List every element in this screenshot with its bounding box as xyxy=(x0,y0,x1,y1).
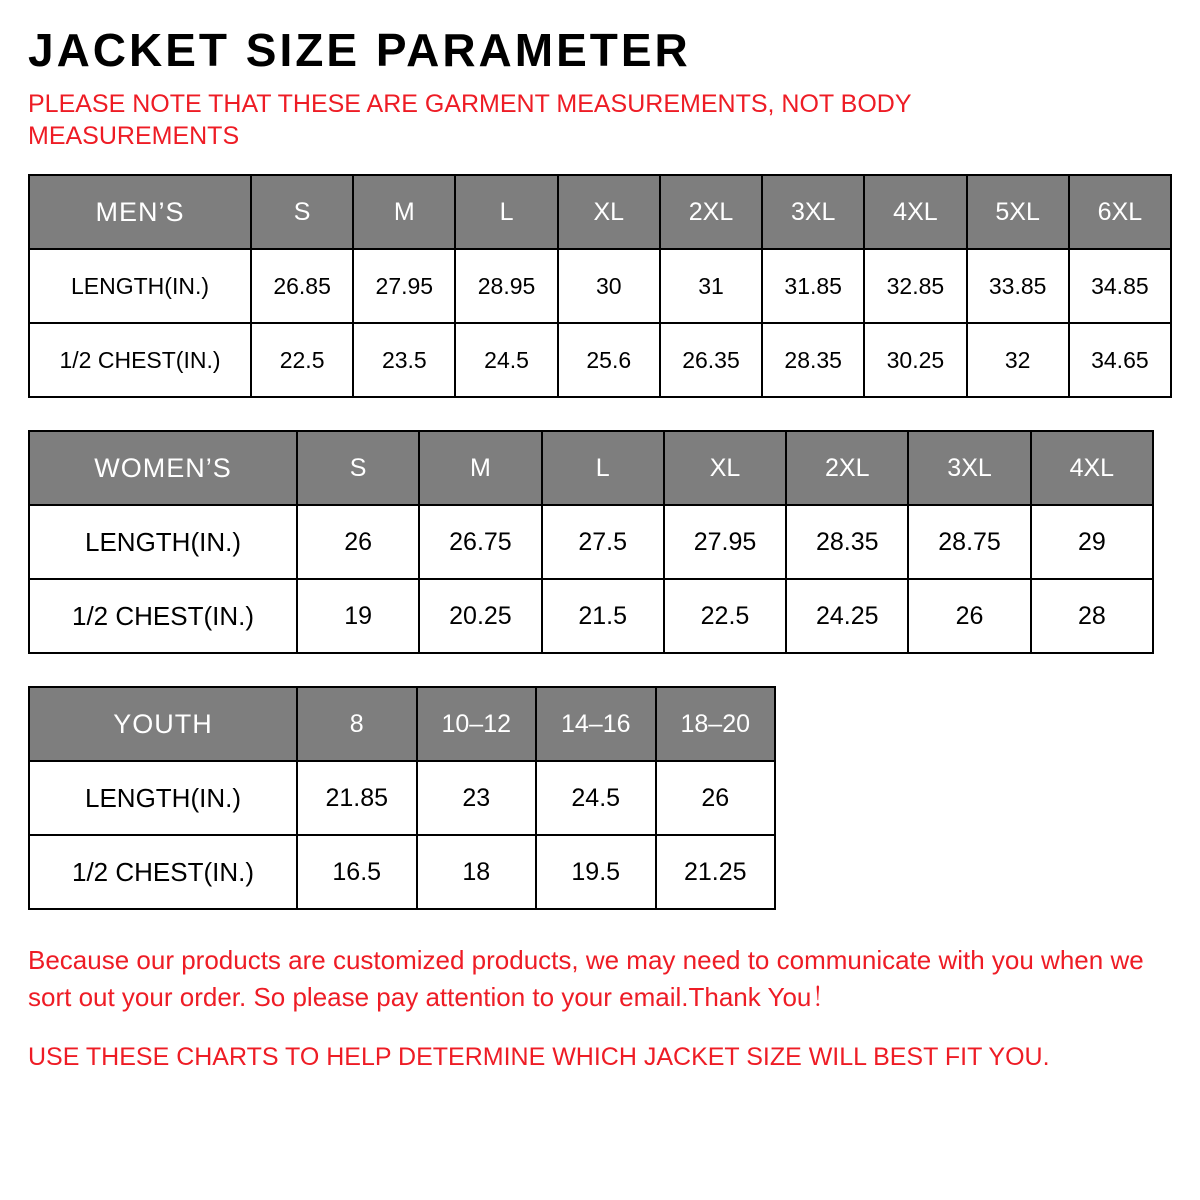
table-row xyxy=(29,505,1153,579)
womens-chest-value: 19 xyxy=(297,579,419,653)
mens-chest-value: 30.25 xyxy=(864,323,966,397)
womens-chest-value: 28 xyxy=(1031,579,1153,653)
mens-chest-value: 26.35 xyxy=(660,323,762,397)
table-header-row xyxy=(29,431,1153,505)
womens-length-value: 29 xyxy=(1031,505,1153,579)
youth-chest-value: 18 xyxy=(417,835,537,909)
youth-chest-value: 21.25 xyxy=(656,835,776,909)
mens-length-value: 31 xyxy=(660,249,762,323)
womens-length-value: 28.35 xyxy=(786,505,908,579)
mens-size-header: XL xyxy=(558,175,660,249)
chart-usage-note: USE THESE CHARTS TO HELP DETERMINE WHICH JACKET SIZE WILL BEST FIT YOU. xyxy=(28,1043,1050,1072)
youth-length-value: 21.85 xyxy=(297,761,417,835)
mens-size-header: M xyxy=(353,175,455,249)
customized-products-note: Because our products are customized products, we may need to communicate with you when we sort out your order. So please pay attention to your email.Thank You！ xyxy=(28,945,1144,1013)
table-row xyxy=(29,579,1153,653)
womens-size-header: 2XL xyxy=(786,431,908,505)
mens-chest-value: 24.5 xyxy=(455,323,557,397)
womens-chest-value: 24.25 xyxy=(786,579,908,653)
womens-size-header: L xyxy=(542,431,664,505)
womens-chest-value: 21.5 xyxy=(542,579,664,653)
womens-row-label: LENGTH(IN.) xyxy=(29,505,297,579)
table-row xyxy=(29,249,1171,323)
mens-row-label: LENGTH(IN.) xyxy=(29,249,251,323)
garment-measurement-note: PLEASE NOTE THAT THESE ARE GARMENT MEASUREMENTS, NOT BODY MEASUREMENTS xyxy=(28,90,912,151)
mens-chest-value: 32 xyxy=(967,323,1069,397)
mens-size-header: 3XL xyxy=(762,175,864,249)
womens-category-label: WOMEN’S xyxy=(29,431,297,505)
mens-length-value: 34.85 xyxy=(1069,249,1171,323)
mens-chest-value: 23.5 xyxy=(353,323,455,397)
youth-row-label: LENGTH(IN.) xyxy=(29,761,297,835)
youth-size-header: 18–20 xyxy=(656,687,776,761)
womens-length-value: 26.75 xyxy=(419,505,541,579)
womens-chest-value: 20.25 xyxy=(419,579,541,653)
mens-length-value: 32.85 xyxy=(864,249,966,323)
mens-chest-value: 25.6 xyxy=(558,323,660,397)
womens-chest-value: 26 xyxy=(908,579,1030,653)
mens-size-header: 5XL xyxy=(967,175,1069,249)
womens-chest-value: 22.5 xyxy=(664,579,786,653)
mens-length-value: 31.85 xyxy=(762,249,864,323)
mens-size-header: S xyxy=(251,175,353,249)
mens-chest-value: 28.35 xyxy=(762,323,864,397)
youth-chest-value: 19.5 xyxy=(536,835,656,909)
table-row xyxy=(29,761,775,835)
mens-size-header: 6XL xyxy=(1069,175,1171,249)
table-header-row xyxy=(29,175,1171,249)
table-row xyxy=(29,835,775,909)
table-row xyxy=(29,323,1171,397)
womens-size-table xyxy=(28,430,1154,654)
mens-size-table xyxy=(28,174,1172,398)
mens-chest-value: 34.65 xyxy=(1069,323,1171,397)
mens-size-header: L xyxy=(455,175,557,249)
mens-chest-value: 22.5 xyxy=(251,323,353,397)
mens-length-value: 26.85 xyxy=(251,249,353,323)
mens-category-label: MEN’S xyxy=(29,175,251,249)
womens-row-label: 1/2 CHEST(IN.) xyxy=(29,579,297,653)
youth-chest-value: 16.5 xyxy=(297,835,417,909)
mens-size-header: 2XL xyxy=(660,175,762,249)
mens-row-label: 1/2 CHEST(IN.) xyxy=(29,323,251,397)
womens-size-header: M xyxy=(419,431,541,505)
womens-size-header: XL xyxy=(664,431,786,505)
womens-length-value: 28.75 xyxy=(908,505,1030,579)
mens-size-header: 4XL xyxy=(864,175,966,249)
womens-size-header: 4XL xyxy=(1031,431,1153,505)
womens-size-header: 3XL xyxy=(908,431,1030,505)
youth-length-value: 23 xyxy=(417,761,537,835)
womens-size-header: S xyxy=(297,431,419,505)
youth-size-header: 10–12 xyxy=(417,687,537,761)
mens-length-value: 30 xyxy=(558,249,660,323)
page-title: JACKET SIZE PARAMETER xyxy=(28,24,691,76)
youth-length-value: 24.5 xyxy=(536,761,656,835)
mens-length-value: 27.95 xyxy=(353,249,455,323)
womens-length-value: 27.5 xyxy=(542,505,664,579)
womens-length-value: 27.95 xyxy=(664,505,786,579)
mens-length-value: 28.95 xyxy=(455,249,557,323)
youth-category-label: YOUTH xyxy=(29,687,297,761)
womens-length-value: 26 xyxy=(297,505,419,579)
youth-size-header: 14–16 xyxy=(536,687,656,761)
mens-length-value: 33.85 xyxy=(967,249,1069,323)
youth-row-label: 1/2 CHEST(IN.) xyxy=(29,835,297,909)
table-header-row xyxy=(29,687,775,761)
youth-size-table xyxy=(28,686,776,910)
youth-length-value: 26 xyxy=(656,761,776,835)
youth-size-header: 8 xyxy=(297,687,417,761)
